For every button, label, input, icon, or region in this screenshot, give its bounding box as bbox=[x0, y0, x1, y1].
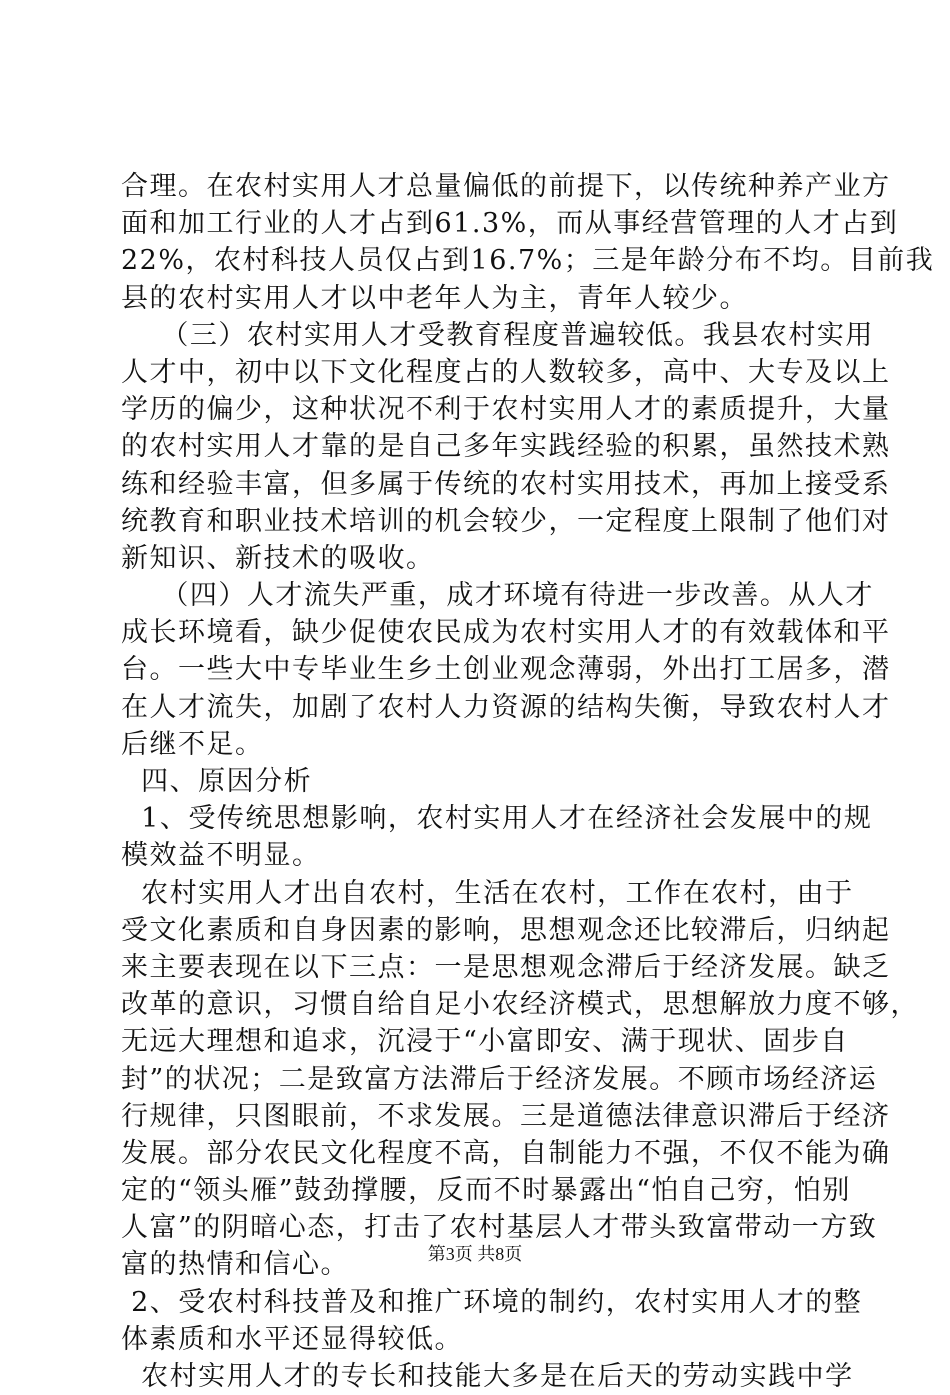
text-line: 台。一些大中专毕业生乡土创业观念薄弱，外出打工居多，潜 bbox=[121, 654, 891, 686]
document-body bbox=[121, 168, 935, 1395]
text-line: 在人才流失，加剧了农村人力资源的结构失衡，导致农村人才 bbox=[121, 691, 891, 723]
text-line: 的农村实用人才靠的是自己多年实践经验的积累，虽然技术熟 bbox=[121, 431, 891, 463]
text-line: 农村实用人才的专长和技能大多是在后天的劳动实践中学 bbox=[121, 1361, 854, 1392]
text-line: 成长环境看，缺少促使农民成为农村实用人才的有效载体和平 bbox=[121, 617, 891, 649]
text-line: （三）农村实用人才受教育程度普遍较低。我县农村实用 bbox=[121, 319, 874, 351]
text-line: 来主要表现在以下三点：一是思想观念滞后于经济发展。缺乏 bbox=[121, 951, 891, 983]
text-line: 1、受传统思想影响，农村实用人才在经济社会发展中的规 bbox=[121, 803, 873, 835]
text-line: 体素质和水平还显得较低。 bbox=[121, 1323, 463, 1355]
text-line: 后继不足。 bbox=[121, 728, 264, 760]
section-heading: 四、原因分析 bbox=[121, 766, 313, 797]
text-line: 县的农村实用人才以中老年人为主，青年人较少。 bbox=[121, 282, 748, 314]
text-line: 封”的状况；二是致富方法滞后于经济发展。不顾市场经济运 bbox=[121, 1063, 878, 1095]
text-line: 学历的偏少，这种状况不利于农村实用人才的素质提升，大量 bbox=[121, 394, 891, 426]
text-line: 练和经验丰富，但多属于传统的农村实用技术，再加上接受系 bbox=[121, 468, 891, 500]
text-line: 受文化素质和自身因素的影响，思想观念还比较滞后，归纳起 bbox=[121, 914, 891, 946]
text-line: 改革的意识，习惯自给自足小农经济模式，思想解放力度不够， bbox=[121, 989, 919, 1021]
text-line: 统教育和职业技术培训的机会较少，一定程度上限制了他们对 bbox=[121, 505, 891, 537]
text-line: 农村实用人才出自农村，生活在农村，工作在农村，由于 bbox=[121, 877, 854, 909]
text-line: 面和加工行业的人才占到61.3%，而从事经营管理的人才占到 bbox=[121, 208, 899, 240]
text-line: 模效益不明显。 bbox=[121, 840, 321, 872]
text-line: 发展。部分农民文化程度不高，自制能力不强，不仅不能为确 bbox=[121, 1137, 891, 1169]
page-number-footer: 第3页 共8页 bbox=[427, 1244, 523, 1264]
text-line: （四）人才流失严重，成才环境有待进一步改善。从人才 bbox=[121, 580, 874, 612]
text-line: 富的热情和信心。 bbox=[121, 1249, 349, 1281]
text-line: 行规律，只图眼前，不求发展。三是道德法律意识滞后于经济 bbox=[121, 1100, 891, 1132]
text-line: 新知识、新技术的吸收。 bbox=[121, 542, 435, 574]
text-line: 无远大理想和追求，沉浸于“小富即安、满于现状、固步自 bbox=[121, 1026, 849, 1058]
text-line: 22%，农村科技人员仅占到16.7%；三是年龄分布不均。目前我 bbox=[121, 245, 935, 277]
text-line: 定的“领头雁”鼓劲撑腰，反而不时暴露出“怕自己穷，怕别 bbox=[121, 1175, 851, 1207]
text-line: 人富”的阴暗心态，打击了农村基层人才带头致富带动一方致 bbox=[121, 1212, 878, 1244]
text-line: 人才中，初中以下文化程度占的人数较多，高中、大专及以上 bbox=[121, 356, 891, 388]
text-line: 2、受农村科技普及和推广环境的制约，农村实用人才的整 bbox=[121, 1286, 863, 1318]
text-line: 合理。在农村实用人才总量偏低的前提下，以传统种养产业方 bbox=[121, 171, 891, 202]
